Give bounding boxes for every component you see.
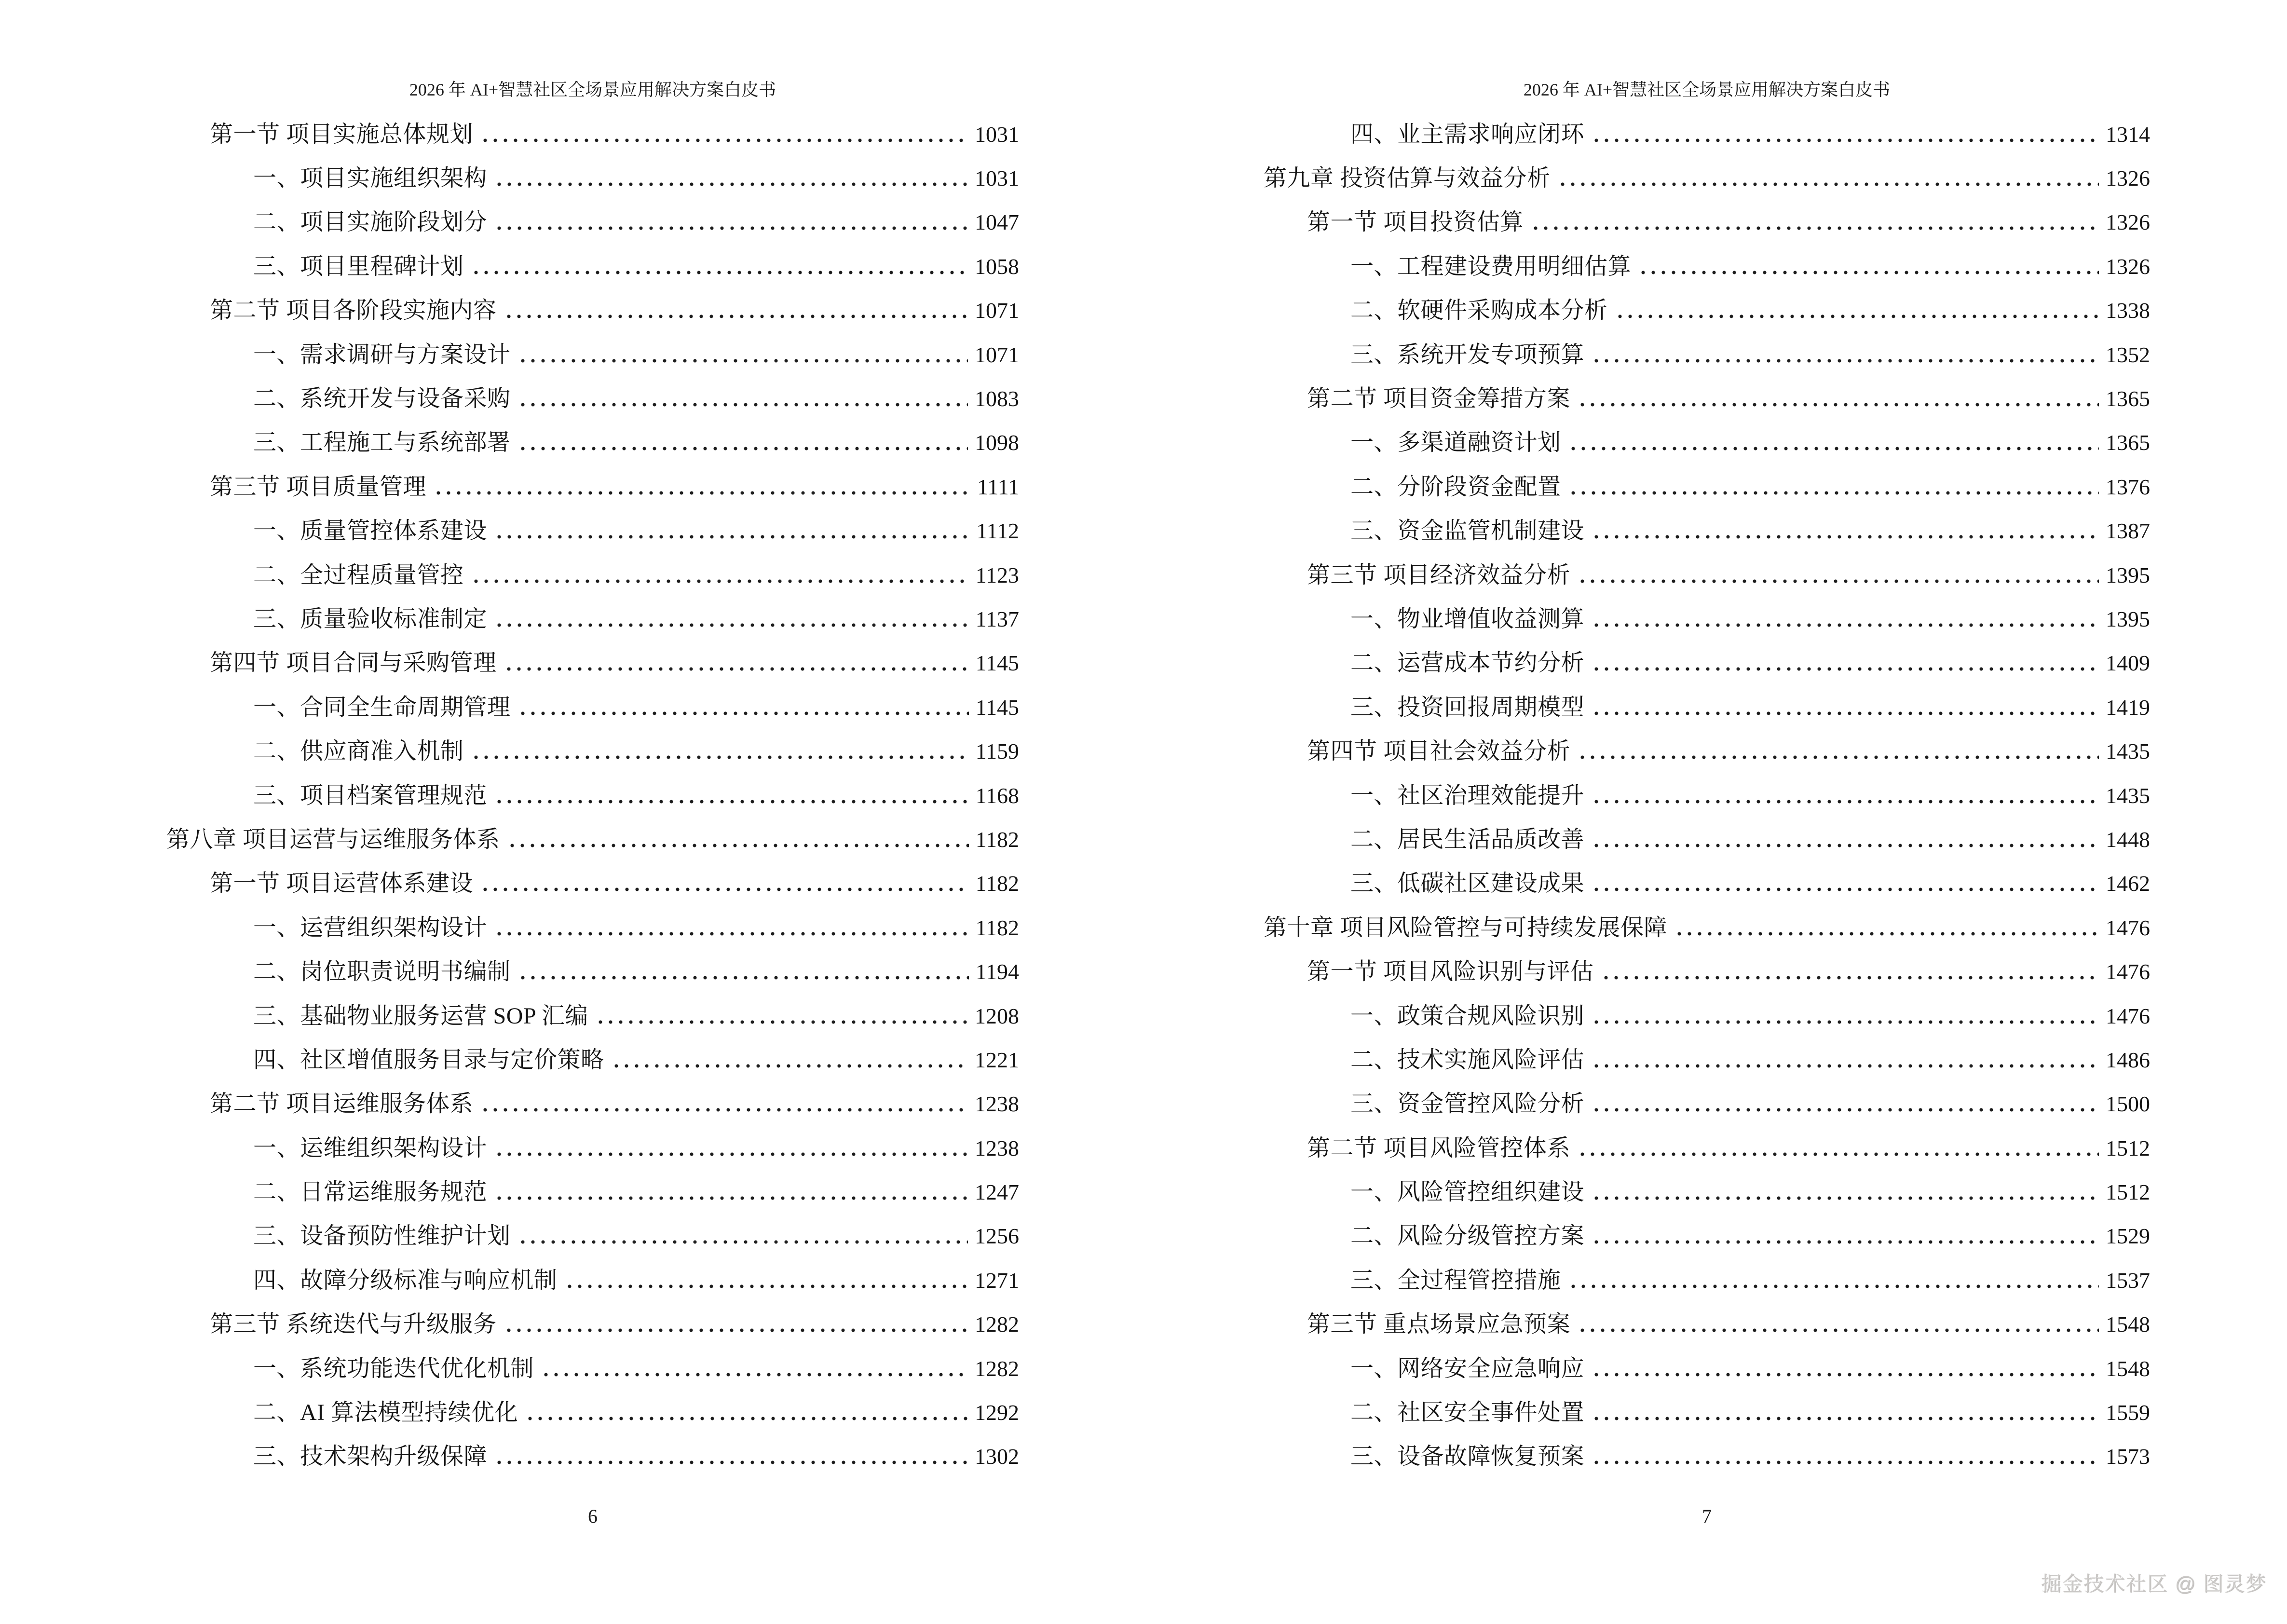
toc-entry <box>166 862 1019 906</box>
toc-entry <box>1264 553 2150 597</box>
toc-entry-page: 1123 <box>975 562 1019 587</box>
toc-dot-leader <box>1618 299 2099 322</box>
toc-entry-title: 一、合同全生命周期管理 <box>253 694 511 720</box>
toc-dot-leader <box>1604 960 2099 983</box>
toc-entry-title: 第四节 项目合同与采购管理 <box>210 650 497 676</box>
toc-entry-page: 1071 <box>975 342 1019 367</box>
toc-entry <box>166 1215 1019 1258</box>
toc-entry-title: 三、工程施工与系统部署 <box>253 430 511 456</box>
toc-entry-page: 1282 <box>975 1356 1019 1381</box>
toc-entry <box>166 994 1019 1038</box>
toc-entry-page: 1238 <box>975 1092 1019 1117</box>
toc-entry <box>1264 774 2150 818</box>
toc-dot-leader <box>474 255 968 278</box>
toc-entry-page: 1376 <box>2106 474 2150 499</box>
toc-entry <box>1264 1215 2150 1258</box>
toc-dot-leader <box>520 343 968 367</box>
toc-entry-title: 三、技术架构升级保障 <box>253 1444 488 1470</box>
toc-entry <box>166 1347 1019 1391</box>
toc-dot-leader <box>497 167 968 190</box>
toc-entry-title: 第一节 项目风险识别与评估 <box>1307 959 1594 985</box>
toc-entry-title: 四、社区增值服务目录与定价策略 <box>253 1047 604 1073</box>
toc-dot-leader <box>1594 1049 2099 1072</box>
toc-entry <box>1264 377 2150 421</box>
toc-dot-leader <box>1594 1005 2099 1028</box>
toc-entry <box>1264 289 2150 333</box>
toc-entry-title: 一、系统功能迭代优化机制 <box>253 1355 534 1381</box>
toc-entry <box>1264 1038 2150 1082</box>
toc-entry <box>1264 729 2150 773</box>
toc-entry-page: 1435 <box>2106 783 2150 808</box>
toc-entry-title: 二、项目实施阶段划分 <box>253 209 488 235</box>
toc-dot-leader <box>520 387 968 410</box>
toc-entry-title: 四、故障分级标准与响应机制 <box>253 1267 558 1293</box>
toc-dot-leader <box>1594 652 2099 675</box>
toc-entry <box>166 774 1019 818</box>
page-number: 6 <box>588 1505 598 1527</box>
toc-entry-page: 1326 <box>2106 166 2150 191</box>
toc-entry-title: 一、政策合规风险识别 <box>1350 1003 1585 1029</box>
toc-dot-leader <box>598 1005 968 1028</box>
watermark: 掘金技术社区 @ 图灵梦 <box>2041 1572 2267 1595</box>
toc-dot-leader <box>1594 1445 2099 1468</box>
toc-entry-title: 二、软硬件采购成本分析 <box>1350 298 1608 324</box>
toc-entry <box>1264 156 2150 200</box>
toc-entry-page: 1182 <box>975 915 1019 940</box>
toc-dot-leader <box>1594 1092 2099 1116</box>
toc-dot-leader <box>497 916 969 940</box>
toc-entry-page: 1448 <box>2106 827 2150 852</box>
toc-dot-leader <box>497 608 969 631</box>
toc-entry-page: 1058 <box>975 254 1019 279</box>
toc-dot-leader <box>483 123 968 146</box>
toc-entry <box>1264 906 2150 950</box>
toc-entry <box>1264 1126 2150 1170</box>
toc-entry <box>166 509 1019 553</box>
toc-dot-leader <box>497 784 969 807</box>
toc-dot-leader <box>474 564 969 587</box>
toc-dot-leader <box>1580 564 2099 587</box>
toc-dot-leader <box>1571 1269 2099 1292</box>
toc-entry <box>166 201 1019 245</box>
toc-dot-leader <box>1594 872 2099 895</box>
toc-entry <box>1264 1170 2150 1214</box>
toc-dot-leader <box>506 652 969 675</box>
toc-entry-title: 第二节 项目风险管控体系 <box>1307 1135 1571 1161</box>
toc-entry-page: 1047 <box>975 210 1019 235</box>
toc-dot-leader <box>1571 476 2099 499</box>
toc-entry-title: 三、设备预防性维护计划 <box>253 1223 511 1249</box>
toc-entry-page: 1326 <box>2106 210 2150 235</box>
toc-dot-leader <box>520 696 969 719</box>
toc-dot-leader <box>497 519 969 543</box>
toc-entry-page: 1365 <box>2106 430 2150 455</box>
toc-entry <box>166 818 1019 861</box>
toc-entry-page: 1238 <box>975 1135 1019 1160</box>
toc-entry-title: 第一节 项目实施总体规划 <box>210 121 474 147</box>
toc-entry <box>166 156 1019 200</box>
toc-entry-title: 第二节 项目资金筹措方案 <box>1307 386 1571 412</box>
toc-entry-page: 1395 <box>2106 562 2150 587</box>
toc-entry-title: 二、社区安全事件处置 <box>1350 1400 1585 1426</box>
toc-entry-page: 1409 <box>2106 651 2150 676</box>
toc-dot-leader <box>1594 519 2099 543</box>
toc-entry-title: 三、质量验收标准制定 <box>253 606 488 632</box>
toc-list <box>1264 112 2150 1479</box>
toc-entry-page: 1247 <box>975 1180 1019 1205</box>
toc-entry-page: 1529 <box>2106 1224 2150 1249</box>
toc-dot-leader <box>520 1225 968 1248</box>
toc-entry <box>1264 112 2150 156</box>
toc-entry <box>166 1258 1019 1302</box>
toc-entry-page: 1145 <box>975 651 1019 676</box>
toc-entry-page: 1111 <box>977 474 1019 499</box>
toc-entry <box>1264 509 2150 553</box>
toc-entry <box>166 1082 1019 1126</box>
toc-entry <box>166 641 1019 685</box>
toc-entry-title: 二、岗位职责说明书编制 <box>253 959 511 985</box>
toc-entry <box>166 1391 1019 1434</box>
toc-entry-title: 三、资金管控风险分析 <box>1350 1091 1585 1117</box>
toc-dot-leader <box>1580 740 2099 763</box>
toc-dot-leader <box>1594 696 2099 719</box>
toc-entry-title: 三、项目里程碑计划 <box>253 253 464 279</box>
toc-dot-leader <box>520 431 968 454</box>
toc-list <box>166 112 1019 1479</box>
toc-entry-page: 1435 <box>2106 739 2150 764</box>
toc-entry-title: 一、需求调研与方案设计 <box>253 341 511 368</box>
toc-entry <box>1264 245 2150 288</box>
toc-entry <box>1264 1082 2150 1126</box>
toc-entry-page: 1512 <box>2106 1180 2150 1205</box>
toc-entry-page: 1338 <box>2106 298 2150 323</box>
page-left-content <box>166 0 1019 1624</box>
toc-entry-title: 三、低碳社区建设成果 <box>1350 871 1585 897</box>
toc-entry-title: 二、风险分级管控方案 <box>1350 1223 1585 1249</box>
toc-dot-leader <box>1580 1313 2099 1336</box>
toc-dot-leader <box>497 1137 968 1160</box>
toc-entry-page: 1573 <box>2106 1444 2150 1469</box>
toc-dot-leader <box>1594 123 2099 146</box>
toc-dot-leader <box>1580 1137 2099 1160</box>
toc-entry-page: 1476 <box>2106 959 2150 984</box>
toc-dot-leader <box>567 1269 968 1292</box>
toc-entry <box>166 1303 1019 1347</box>
toc-entry-page: 1031 <box>975 122 1019 147</box>
toc-entry-title: 一、社区治理效能提升 <box>1350 782 1585 808</box>
toc-entry-page: 1137 <box>975 606 1019 631</box>
toc-entry-page: 1395 <box>2106 606 2150 631</box>
toc-entry-page: 1486 <box>2106 1047 2150 1072</box>
toc-dot-leader <box>520 960 969 983</box>
toc-entry <box>1264 994 2150 1038</box>
toc-entry-page: 1282 <box>975 1312 1019 1337</box>
toc-entry-page: 1182 <box>975 827 1019 852</box>
toc-entry <box>166 333 1019 377</box>
toc-entry-title: 第二节 项目各阶段实施内容 <box>210 298 497 324</box>
toc-entry <box>1264 1258 2150 1302</box>
toc-entry <box>1264 818 2150 861</box>
toc-entry-page: 1168 <box>975 783 1019 808</box>
toc-dot-leader <box>483 872 969 895</box>
toc-entry-title: 第一节 项目投资估算 <box>1307 209 1524 235</box>
toc-entry-title: 二、分阶段资金配置 <box>1350 474 1561 500</box>
toc-entry-title: 第二节 项目运维服务体系 <box>210 1091 474 1117</box>
toc-dot-leader <box>1594 1225 2099 1248</box>
toc-dot-leader <box>436 476 970 499</box>
toc-entry <box>1264 421 2150 465</box>
page-number: 7 <box>1702 1505 1712 1527</box>
toc-entry-page: 1271 <box>975 1268 1019 1293</box>
toc-entry-page: 1326 <box>2106 254 2150 279</box>
toc-dot-leader <box>1560 167 2099 190</box>
toc-entry-page: 1537 <box>2106 1268 2150 1293</box>
toc-entry-page: 1031 <box>975 166 1019 191</box>
toc-dot-leader <box>497 1181 968 1204</box>
toc-entry-title: 第三节 重点场景应急预案 <box>1307 1311 1571 1337</box>
toc-entry-title: 二、技术实施风险评估 <box>1350 1047 1585 1073</box>
toc-entry-page: 1145 <box>975 695 1019 720</box>
toc-entry-title: 三、项目档案管理规范 <box>253 782 488 808</box>
toc-entry <box>166 377 1019 421</box>
toc-entry <box>166 465 1019 509</box>
toc-entry <box>1264 685 2150 729</box>
toc-dot-leader <box>1677 916 2099 940</box>
toc-dot-leader <box>1580 387 2099 410</box>
toc-dot-leader <box>1533 211 2099 234</box>
toc-entry-page: 1292 <box>975 1400 1019 1425</box>
toc-entry-title: 第一节 项目运营体系建设 <box>210 871 474 897</box>
toc-entry <box>166 421 1019 465</box>
toc-entry <box>1264 950 2150 994</box>
running-header: 2026 年 AI+智慧社区全场景应用解决方案白皮书 <box>1523 80 1891 99</box>
toc-entry-page: 1083 <box>975 386 1019 411</box>
toc-entry <box>1264 1303 2150 1347</box>
toc-entry <box>1264 201 2150 245</box>
toc-entry-title: 二、运营成本节约分析 <box>1350 650 1585 676</box>
toc-entry-page: 1462 <box>2106 871 2150 896</box>
toc-entry-title: 第三节 项目经济效益分析 <box>1307 562 1571 588</box>
toc-entry-title: 三、投资回报周期模型 <box>1350 694 1585 720</box>
toc-entry-title: 第九章 投资估算与效益分析 <box>1264 165 1551 191</box>
toc-entry <box>166 1038 1019 1082</box>
toc-entry-page: 1387 <box>2106 519 2150 544</box>
toc-entry <box>1264 862 2150 906</box>
toc-entry-page: 1559 <box>2106 1400 2150 1425</box>
toc-entry-page: 1352 <box>2106 342 2150 367</box>
toc-entry-title: 一、物业增值收益测算 <box>1350 606 1585 632</box>
toc-entry-page: 1302 <box>975 1444 1019 1469</box>
toc-entry-title: 第三节 项目质量管理 <box>210 474 427 500</box>
toc-entry-page: 1365 <box>2106 386 2150 411</box>
toc-entry-page: 1314 <box>2106 122 2150 147</box>
toc-entry-title: 第八章 项目运营与运维服务体系 <box>166 826 500 852</box>
toc-dot-leader <box>497 1445 968 1468</box>
toc-entry-page: 1548 <box>2106 1356 2150 1381</box>
toc-dot-leader <box>544 1357 968 1380</box>
toc-entry-title: 一、运营组织架构设计 <box>253 914 488 941</box>
toc-entry-title: 二、居民生活品质改善 <box>1350 826 1585 852</box>
toc-entry-title: 一、网络安全应急响应 <box>1350 1355 1585 1381</box>
toc-dot-leader <box>1571 431 2099 454</box>
toc-entry <box>1264 1435 2150 1479</box>
toc-entry-title: 三、设备故障恢复预案 <box>1350 1444 1585 1470</box>
toc-entry <box>166 729 1019 773</box>
page-right <box>1144 0 2287 1624</box>
toc-dot-leader <box>1641 255 2099 278</box>
toc-entry-page: 1071 <box>975 298 1019 323</box>
toc-dot-leader <box>528 1401 968 1424</box>
toc-entry <box>166 1170 1019 1214</box>
toc-entry-title: 二、日常运维服务规范 <box>253 1179 488 1205</box>
toc-entry-title: 一、运维组织架构设计 <box>253 1135 488 1161</box>
toc-entry-page: 1208 <box>975 1003 1019 1028</box>
page-right-content <box>1264 0 2150 1624</box>
toc-entry <box>166 950 1019 994</box>
toc-dot-leader <box>474 740 969 763</box>
toc-entry-page: 1548 <box>2106 1312 2150 1337</box>
toc-entry <box>1264 465 2150 509</box>
toc-dot-leader <box>506 299 968 322</box>
toc-entry-page: 1419 <box>2106 695 2150 720</box>
toc-entry-page: 1159 <box>975 739 1019 764</box>
toc-dot-leader <box>1594 1401 2099 1424</box>
toc-entry-page: 1476 <box>2106 915 2150 940</box>
toc-entry <box>166 289 1019 333</box>
toc-entry-title: 第十章 项目风险管控与可持续发展保障 <box>1264 914 1668 941</box>
toc-dot-leader <box>497 211 968 234</box>
toc-entry-page: 1500 <box>2106 1092 2150 1117</box>
toc-entry-page: 1182 <box>975 871 1019 896</box>
toc-entry-title: 三、全过程管控措施 <box>1350 1267 1561 1293</box>
toc-entry-page: 1476 <box>2106 1003 2150 1028</box>
toc-entry <box>166 112 1019 156</box>
toc-dot-leader <box>1594 1181 2099 1204</box>
toc-entry-title: 一、工程建设费用明细估算 <box>1350 253 1632 279</box>
toc-entry <box>1264 641 2150 685</box>
toc-entry-title: 第四节 项目社会效益分析 <box>1307 738 1571 764</box>
toc-entry-page: 1112 <box>976 519 1019 544</box>
toc-dot-leader <box>506 1313 968 1336</box>
toc-entry-title: 一、风险管控组织建设 <box>1350 1179 1585 1205</box>
toc-entry-title: 第三节 系统迭代与升级服务 <box>210 1311 497 1337</box>
toc-entry <box>1264 1391 2150 1434</box>
toc-entry-title: 二、全过程质量管控 <box>253 562 464 588</box>
toc-dot-leader <box>483 1092 968 1116</box>
toc-entry-title: 四、业主需求响应闭环 <box>1350 121 1585 147</box>
toc-entry-title: 二、系统开发与设备采购 <box>253 386 511 412</box>
toc-entry-page: 1512 <box>2106 1135 2150 1160</box>
toc-entry-title: 三、系统开发专项预算 <box>1350 341 1585 368</box>
toc-entry <box>1264 333 2150 377</box>
toc-entry <box>1264 1347 2150 1391</box>
toc-entry-title: 一、多渠道融资计划 <box>1350 430 1561 456</box>
toc-entry-page: 1221 <box>975 1047 1019 1072</box>
toc-dot-leader <box>1594 343 2099 367</box>
toc-entry <box>166 245 1019 288</box>
toc-dot-leader <box>1594 784 2099 807</box>
toc-entry-title: 三、基础物业服务运营 SOP 汇编 <box>253 1003 588 1029</box>
toc-entry <box>166 597 1019 641</box>
toc-entry-title: 二、AI 算法模型持续优化 <box>253 1400 518 1426</box>
toc-entry <box>166 553 1019 597</box>
toc-entry <box>166 1435 1019 1479</box>
toc-entry <box>1264 597 2150 641</box>
toc-entry-page: 1194 <box>975 959 1019 984</box>
toc-entry <box>166 1126 1019 1170</box>
toc-dot-leader <box>1594 1357 2099 1380</box>
toc-entry-page: 1098 <box>975 430 1019 455</box>
toc-dot-leader <box>1594 828 2099 851</box>
toc-entry-title: 一、项目实施组织架构 <box>253 165 488 191</box>
toc-entry <box>166 685 1019 729</box>
toc-entry-page: 1256 <box>975 1224 1019 1249</box>
toc-entry-title: 一、质量管控体系建设 <box>253 518 488 544</box>
toc-entry <box>166 906 1019 950</box>
toc-entry-title: 二、供应商准入机制 <box>253 738 464 764</box>
toc-dot-leader <box>614 1049 968 1072</box>
toc-dot-leader <box>1594 608 2099 631</box>
toc-dot-leader <box>510 828 969 851</box>
toc-entry-title: 三、资金监管机制建设 <box>1350 518 1585 544</box>
running-header: 2026 年 AI+智慧社区全场景应用解决方案白皮书 <box>409 80 776 99</box>
